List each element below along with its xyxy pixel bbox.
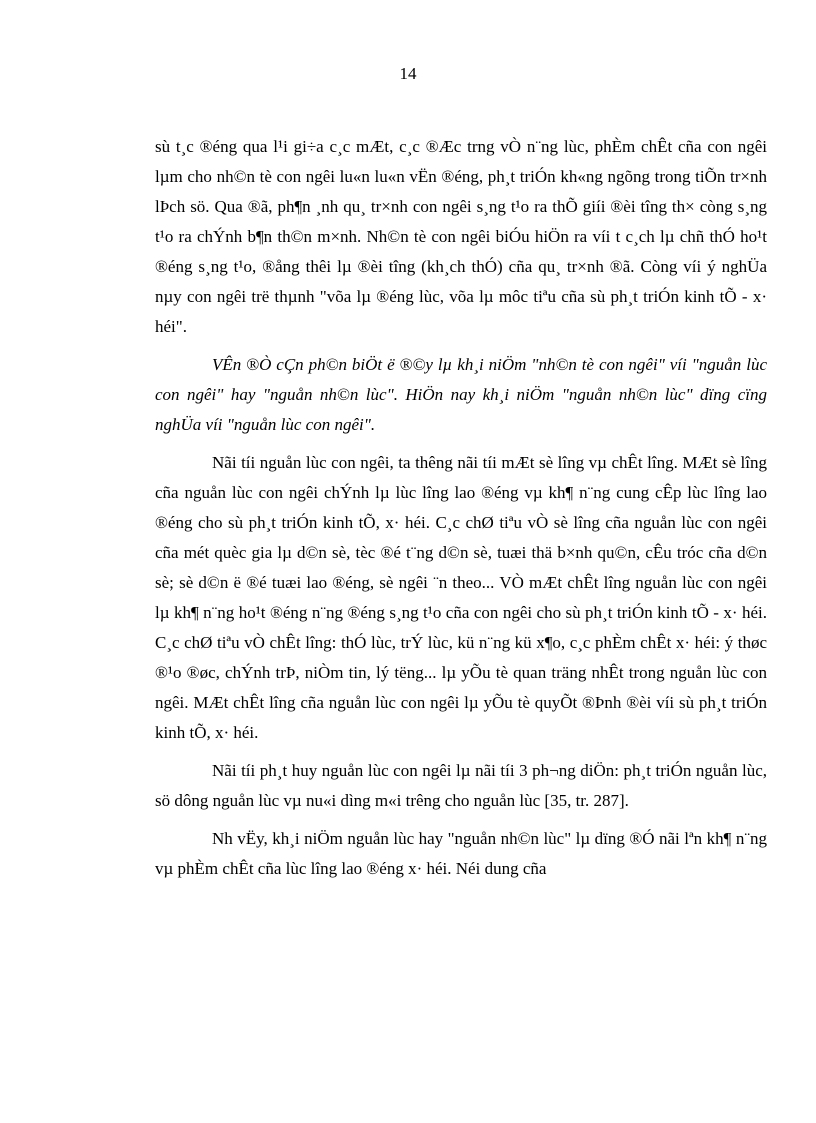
paragraph-2-italic-note: VÊn ®Ò cÇn ph©n biÖt ë ®©y lµ kh¸i niÖm "nh©n tè con ngêi" víi "nguån lùc con ngêi" hay "nguån nh©n lùc". HiÖn nay kh¸i niÖm "nguån nh©n lùc" dïng cïng nghÜa víi "nguån lùc con ngêi". bbox=[155, 355, 767, 434]
paragraph-3: Nãi tíi nguån lùc con ngêi, ta thêng nãi tíi mÆt sè lîng vµ chÊt lîng. MÆt sè lîng cña nguån lùc con ngêi chÝnh lµ lùc lîng lao ®éng vµ kh¶ n¨ng cung cÊp lùc lîng lao ®éng cho sù ph¸t triÓn kinh tÕ, x· héi. C¸c chØ tiªu vÒ sè lîng cña nguån lùc con ngêi cña mét quèc gia lµ d©n sè, tèc ®é t¨ng d©n sè, tuæi thä b×nh qu©n, cÊu tróc cña d©n sè; sè d©n ë ®é tuæi lao ®éng, sè ngêi ¨n theo... VÒ mÆt chÊt lîng nguån lùc con ngêi lµ kh¶ n¨ng ho¹t ®éng n¨ng ®éng s¸ng t¹o cña con ngêi cho sù ph¸t triÓn kinh tÕ - x· héi. C¸c chØ tiªu vÒ chÊt lîng: thÓ lùc, trÝ lùc, kü n¨ng kü x¶o, c¸c phÈm chÊt x· héi: ý thøc ®¹o ®øc, chÝnh trÞ, niÒm tin, lý tëng... lµ yÕu tè quan träng nhÊt trong nguån lùc con ngêi. MÆt chÊt lîng cña nguån lùc con ngêi lµ yÕu tè quyÕt ®Þnh ®èi víi sù ph¸t triÓn kinh tÕ, x· héi. bbox=[155, 453, 767, 742]
paragraph-1: sù t¸c ®éng qua l¹i gi÷a c¸c mÆt, c¸c ®Æc trng vÒ n¨ng lùc, phÈm chÊt cña con ngêi lµm cho nh©n tè con ngêi lu«n lu«n vËn ®éng, ph¸t triÓn kh«ng ngõng trong tiÕn tr×nh lÞch sö. Qua ®ã, ph¶n ¸nh qu¸ tr×nh con ngêi s¸ng t¹o ra thÕ giíi ®èi tîng th× còng s¸ng t¹o ra chÝnh b¶n th©n m×nh. Nh©n tè con ngêi biÓu hiÖn ra víi t c¸ch lµ chñ thÓ ho¹t ®éng s¸ng t¹o, ®ång thêi lµ ®èi tîng (kh¸ch thÓ) cña qu¸ tr×nh ®ã. Còng víi ý nghÜa nµy con ngêi trë thµnh "võa lµ ®éng lùc, võa lµ môc tiªu cña sù ph¸t triÓn kinh tÕ - x· héi". bbox=[155, 137, 767, 336]
paragraph-5: Nh vËy, kh¸i niÖm nguån lùc hay "nguån nh©n lùc" lµ dïng ®Ó nãi lªn kh¶ n¨ng vµ phÈm chÊt cña lùc lîng lao ®éng x· héi. Néi dung cña bbox=[155, 829, 767, 878]
body-text bbox=[155, 132, 767, 892]
page-number: 14 bbox=[399, 64, 417, 83]
paragraph-4: Nãi tíi ph¸t huy nguån lùc con ngêi lµ nãi tíi 3 ph¬ng diÖn: ph¸t triÓn nguån lùc, sö dông nguån lùc vµ nu«i dìng m«i trêng cho nguån lùc [35, tr. 287]. bbox=[155, 761, 767, 810]
